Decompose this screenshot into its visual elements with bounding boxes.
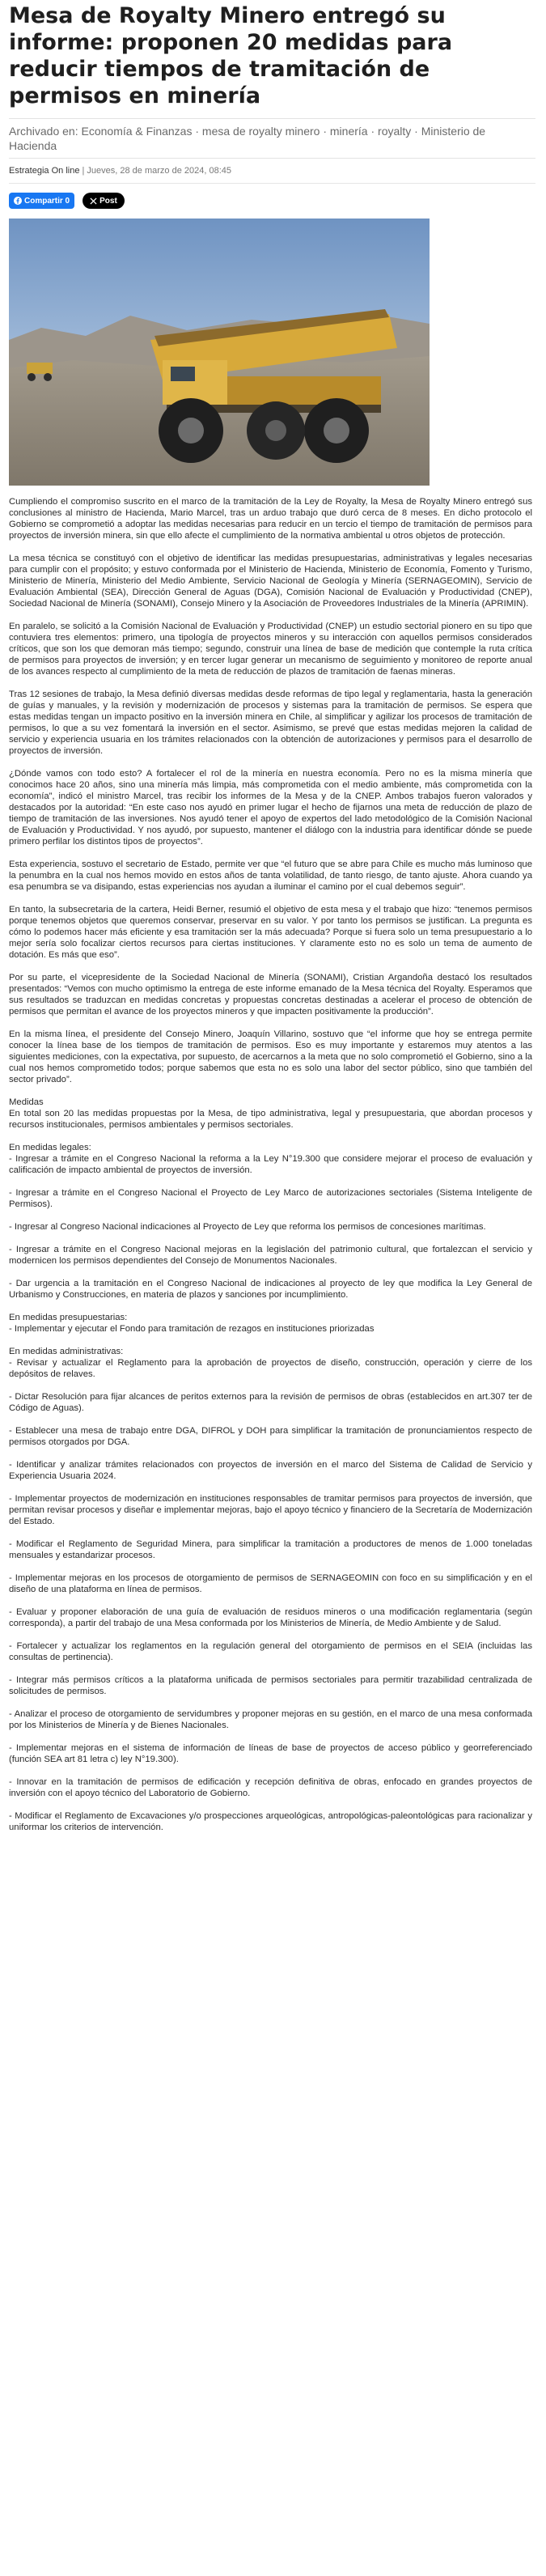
list-item: - Implementar y ejecutar el Fondo para tramitación de rezagos en instituciones priorizadas (9, 1324, 375, 1334)
x-logo-icon (90, 197, 97, 205)
section-heading-legal: En medidas legales: (9, 1143, 91, 1152)
list-item: - Implementar proyectos de modernización en instituciones responsables de tramitar permisos para proyectos de inversión, que permitan revisar procesos y diseñar e implementar mejoras, bajo el apoyo técnico y financiero de la Secretaría de Modernización del Estado. (9, 1494, 532, 1526)
paragraph: ¿Dónde vamos con todo esto? A fortalecer el rol de la minería en nuestra economía. Pero no es la misma minería que conocimos hace 20 años, sino una minería más limpia, más comprometida con el medio ambiente, más comprometida con la economía”, indicó el ministro Marcel, tras recibir los informes de la Mesa y de la CNEP. Ambos trabajos fueron valorados y destacados por la autoridad: “En este caso nos ayudó en primer lugar el hecho de fijarnos una meta de reducción de plazo de tiempo de tramitación de las inversiones. Nos ayudó tener el apoyo de expertos del lado metodológico de la Comisión Nacional de Evaluación y Productividad. Y nos ayudó, por supuesto, mantener el diálogo con la industria para identificar dónde se puede primero perfilar los distintos tipos de proyectos”. (9, 769, 532, 847)
section-heading-medidas: Medidas (9, 1097, 44, 1107)
list-item: - Dictar Resolución para fijar alcances de peritos externos para la revisión de permisos de obras (establecidos en art.307 ter de Código de Aguas). (9, 1392, 532, 1413)
article-image (9, 219, 430, 486)
facebook-icon (14, 197, 22, 205)
article-body (9, 496, 535, 1833)
list-item: - Evaluar y proponer elaboración de una guía de evaluación de residuos mineros o una modificación reglamentaria (según corresponda), a partir del trabajo de una Mesa conformada por los Ministerios de Minería, de Medio Ambiente y de Salud. (9, 1607, 532, 1628)
list-item: - Implementar mejoras en el sistema de información de líneas de base de proyectos de acceso público y georreferenciado (función SEA art 81 letra c) ley N°19.300). (9, 1743, 532, 1764)
date-separator: | (79, 166, 87, 176)
list-item: - Dar urgencia a la tramitación en el Congreso Nacional de indicaciones al proyecto de ley que modifica la Ley General de Urbanismo y Construcciones, en materia de plazos y sanciones por incumplimiento. (9, 1279, 532, 1300)
list-item: - Analizar el proceso de otorgamiento de servidumbres y proponer mejoras en su gestión, en el marco de una mesa conformada por los Ministerios de Minería y de Bienes Nacionales. (9, 1709, 532, 1730)
tag-link-economia[interactable]: Economía & Finanzas (81, 125, 193, 138)
share-bar (9, 193, 535, 209)
tag-link-royalty[interactable]: royalty (378, 125, 412, 138)
archive-label: Archivado en: (9, 125, 78, 138)
list-item: - Integrar más permisos críticos a la plataforma unificada de permisos sectoriales para permitir trazabilidad centralizada de solicitudes de permisos. (9, 1675, 532, 1696)
author: Estrategia On line (9, 166, 80, 176)
tag-link-hacienda[interactable]: Ministerio de Hacienda (9, 125, 486, 152)
tag-link-mineria[interactable]: minería (329, 125, 368, 138)
paragraph: En tanto, la subsecretaria de la cartera, Heidi Berner, resumió el objetivo de esta mesa y el trabajo que hizo: “tenemos permisos porque tenemos objetos que queremos conservar, preservar en su valor. Y por tanto los permisos se justifican. La pregunta es cómo lo podemos hacer más eficiente y esa tramitación ser la más adecuada? Porque si fuera solo un tema presupuestario a lo mejor sería solo focalizar ciertos recursos para ciertas instituciones. Y claramente esto no es solo un tema de aumento de dotación. Es más que eso”. (9, 905, 532, 960)
list-item: - Innovar en la tramitación de permisos de edificación y recepción definitiva de obras, enfocado en grandes proyectos de inversión con el apoyo técnico del Laboratorio de Gobierno. (9, 1777, 532, 1798)
paragraph: En la misma línea, el presidente del Consejo Minero, Joaquín Villarino, sostuvo que “el informe que hoy se entrega permite conocer la línea base de los tiempos de tramitación de permisos. Eso es muy importante y estaremos muy atentos a las siguientes mediciones, con la expectativa, por supuesto, de acercarnos a la meta que no solo comprometió el Gobierno, sino a la cual nos hemos comprometido todos; porque sabemos que esta no es solo una labor del sector público, sino que también del sector privado”. (9, 1029, 532, 1084)
byline (9, 165, 535, 184)
list-item: - Ingresar a trámite en el Congreso Nacional el Proyecto de Ley Marco de autorizaciones sectoriales (Sistema Inteligente de Permisos). (9, 1188, 532, 1209)
list-item: - Ingresar a trámite en el Congreso Nacional la reforma a la Ley N°19.300 que considere mejorar el proceso de evaluación y calificación de impacto ambiental de proyectos de inversión. (9, 1154, 532, 1175)
paragraph: En paralelo, se solicitó a la Comisión Nacional de Evaluación y Productividad (CNEP) un estudio sectorial pionero en su tipo que contuviera tres elementos: primero, una tipología de proyectos mineros y su interacción con aquellos permisos considerados críticos, que son los que demoran más tiempo; segundo, construir una línea de base de medición que contemple la ruta crítica de permisos para proyectos de inversión; y en tercer lugar generar un mecanismo de seguimiento y monitoreo de reporte anual de los avances respecto al cumplimiento de la meta de reducción de plazos de tramitación de faenas mineras. (9, 622, 532, 677)
tag-separator: · (367, 125, 379, 138)
list-item: - Establecer una mesa de trabajo entre DGA, DIFROL y DOH para simplificar la tramitación de pronunciamientos respecto de permisos otorgados por DGA. (9, 1426, 532, 1447)
tag-link-mesa-royalty[interactable]: mesa de royalty minero (201, 125, 320, 138)
list-item: - Identificar y analizar trámites relacionados con proyectos de inversión en el marco del Sistema de Calidad de Servicio y Experiencia Usuaria 2024. (9, 1460, 532, 1481)
paragraph: La mesa técnica se constituyó con el objetivo de identificar las medidas presupuestarias, administrativas y legales necesarias para cumplir con el propósito; y estuvo conformada por el Ministerio de Hacienda, Ministerio de Economía, Fomento y Turismo, Ministerio de Minería, Ministerio del Medio Ambiente, Servicio Nacional de Geología y Minería (SERNAGEOMIN), Servicio de Evaluación Ambiental (SEA), Dirección General de Aguas (DGA), Comisión Nacional de Evaluación y Productividad (CNEP), Sociedad Nacional de Minería (SONAMI), Consejo Minero y la Asociación de Proveedores Industriales de la Minería (APRIMIN). (9, 554, 532, 609)
section-heading-budget: En medidas presupuestarias: (9, 1313, 128, 1322)
tag-separator: · (192, 125, 202, 138)
archive-tags (9, 118, 535, 159)
article-title: Mesa de Royalty Minero entregó su informe: proponen 20 medidas para reducir tiempos de tramitación de permisos en minería (9, 3, 453, 108)
section-heading-admin: En medidas administrativas: (9, 1347, 124, 1356)
list-item: - Modificar el Reglamento de Seguridad Minera, para simplificar la tramitación a productores de menos de 1.000 toneladas mensuales y estandarizar procesos. (9, 1539, 532, 1560)
list-item: - Modificar el Reglamento de Excavaciones y/o prospecciones arqueológicas, antropológicas-paleontológicas para racionalizar y uniformar los criterios de intervención. (9, 1811, 532, 1832)
facebook-share-label: Compartir 0 (24, 196, 70, 206)
tag-separator: · (411, 125, 421, 138)
publish-date: Jueves, 28 de marzo de 2024, 08:45 (87, 166, 231, 176)
paragraph: Cumpliendo el compromiso suscrito en el marco de la tramitación de la Ley de Royalty, la Mesa de Royalty Minero entregó sus conclusiones al ministro de Hacienda, Mario Marcel, tras un arduo trabajo que duró cerca de 8 meses. En dicho protocolo el Gobierno se comprometió a adoptar las medidas necesarias para reducir en un tercio el tiempo de tramitación de permisos para proyectos de inversión minera, sin que ello afecte el cumplimiento de la normativa ambiental u otros objetos de protección. (9, 497, 532, 541)
paragraph: En total son 20 las medidas propuestas por la Mesa, de tipo administrativa, legal y presupuestaria, que abordan procesos y recursos institucionales, permisos ambientales y permisos sectoriales. (9, 1109, 532, 1130)
facebook-share-button[interactable] (9, 193, 74, 209)
list-item: - Implementar mejoras en los procesos de otorgamiento de permisos de SERNAGEOMIN con foco en su simplificación y en el diseño de una plataforma en línea de permisos. (9, 1573, 532, 1594)
paragraph: Tras 12 sesiones de trabajo, la Mesa definió diversas medidas desde reformas de tipo legal y reglamentaria, hasta la generación de guías y manuales, y la revisión y modernización de procesos y sistemas para la tramitación de permisos. Se espera que estas medidas tengan un impacto positivo en la inversión minera en Chile, al simplificar y agilizar los procesos de tramitación de permisos, lo que a su vez fomentará la inversión en el sector. Asimismo, se prevé que estas medidas mejoren la calidad de servicio y experiencia usuaria en los trámites relacionados con la obtención de autorizaciones y permisos para el desarrollo de proyectos de inversión. (9, 690, 532, 756)
x-post-label: Post (99, 196, 117, 206)
tag-separator: · (320, 125, 330, 138)
paragraph: Esta experiencia, sostuvo el secretario de Estado, permite ver que “el futuro que se abre para Chile es mucho más luminoso que la penumbra en la cual nos hemos movido en estos años de tanta volatilidad, de tanto riesgo, de tanto ajuste. Ahora cuando ya esa penumbra se va disipando, estas experiencias nos ayudan a iluminar el camino por el cual debemos seguir”. (9, 859, 532, 892)
x-post-button[interactable] (83, 193, 125, 209)
list-item: - Fortalecer y actualizar los reglamentos en la regulación general del otorgamiento de permisos en el SEIA (incluidas las consultas de pertinencia). (9, 1641, 532, 1662)
mining-truck-photo (9, 219, 430, 486)
list-item: - Ingresar a trámite en el Congreso Nacional mejoras en la legislación del patrimonio cultural, que fortalezcan el servicio y modernicen los permisos dependientes del Consejo de Monumentos Nacionales. (9, 1245, 532, 1266)
list-item: - Ingresar al Congreso Nacional indicaciones al Proyecto de Ley que reforma los permisos de concesiones marítimas. (9, 1222, 486, 1232)
list-item: - Revisar y actualizar el Reglamento para la aprobación de proyectos de diseño, construcción, operación y cierre de los depósitos de relaves. (9, 1358, 532, 1379)
paragraph: Por su parte, el vicepresidente de la Sociedad Nacional de Minería (SONAMI), Cristian Argandoña destacó los resultados presentados: “Vemos con mucho optimismo la entrega de este informe emanado de la Mesa técnica del Royalty. Esperamos que sus resultados se traduzcan en medidas concretas y propuestas concretas destinadas a acelerar el proceso de obtención de permisos que permitan el avance de los proyectos mineros y que impacten positivamente la producción”. (9, 973, 532, 1016)
